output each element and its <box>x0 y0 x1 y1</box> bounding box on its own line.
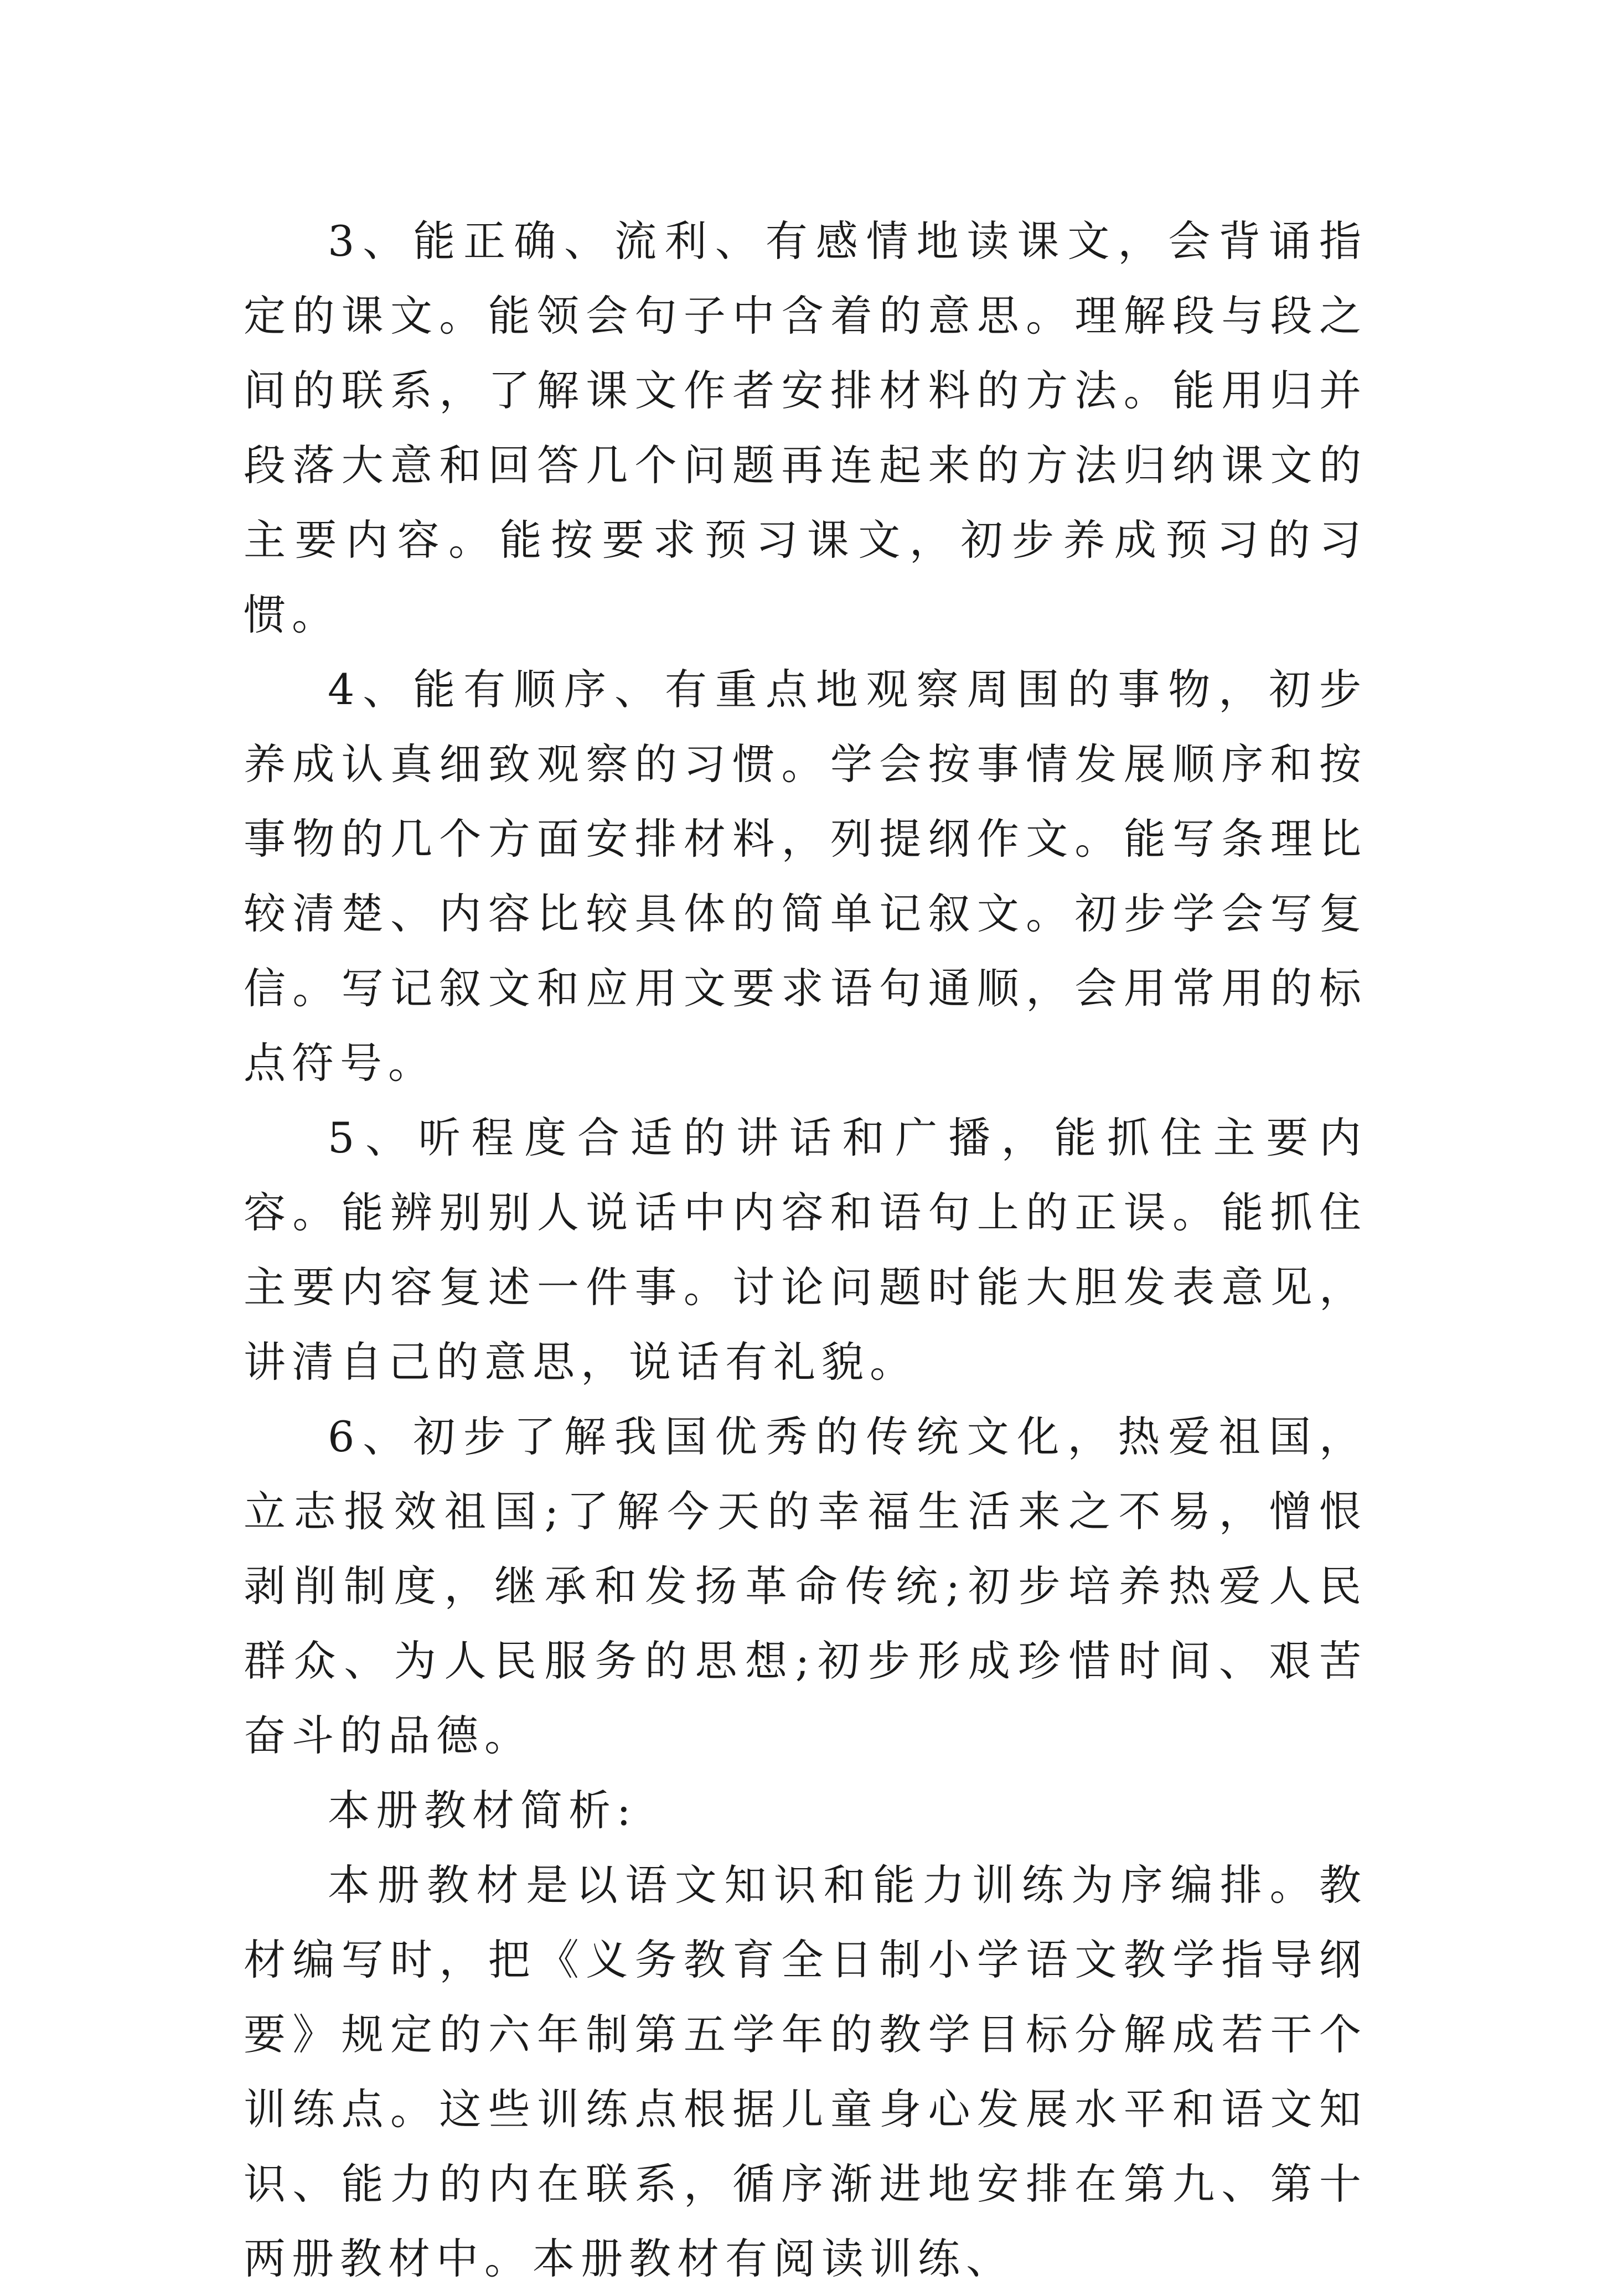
paragraph-item-4: 4、能有顺序、有重点地观察周围的事物，初步养成认真细致观察的习惯。学会按事情发展顺序和按事物的几个方面安排材料，列提纲作文。能写条理比较清楚、内容比较具体的简单记叙文。初步学会写复信。写记叙文和应用文要求语句通顺，会用常用的标点符号。 <box>244 665 1367 1088</box>
paragraph-item-3: 3、能正确、流利、有感情地读课文，会背诵指定的课文。能领会句子中含着的意思。理解段与段之间的联系，了解课文作者安排材料的方法。能用归并段落大意和回答几个问题再连起来的方法归纳课文的主要内容。能按要求预习课文，初步养成预习的习惯。 <box>244 216 1367 639</box>
paragraph-item-5: 5、听程度合适的讲话和广播，能抓住主要内容。能辨别别人说话中内容和语句上的正误。能抓住主要内容复述一件事。讨论问题时能大胆发表意见，讲清自己的意思，说话有礼貌。 <box>244 1113 1367 1387</box>
paragraph-textbook-analysis: 本册教材是以语文知识和能力训练为序编排。教材编写时，把《义务教育全日制小学语文教学指导纲要》规定的六年制第五学年的教学目标分解成若干个训练点。这些训练点根据儿童身心发展水平和语文知识、能力的内在联系，循序渐进地安排在第九、第十两册教材中。本册教材有阅读训练、 <box>244 1860 1367 2283</box>
section-heading-textbook-analysis: 本册教材简析: <box>328 1786 637 1835</box>
document-body <box>244 204 1367 2296</box>
paragraph-item-6: 6、初步了解我国优秀的传统文化，热爱祖国，立志报效祖国;了解今天的幸福生活来之不易，憎恨剥削制度，继承和发扬革命传统;初步培养热爱人民群众、为人民服务的思想;初步形成珍惜时间、艰苦奋斗的品德。 <box>244 1412 1367 1760</box>
